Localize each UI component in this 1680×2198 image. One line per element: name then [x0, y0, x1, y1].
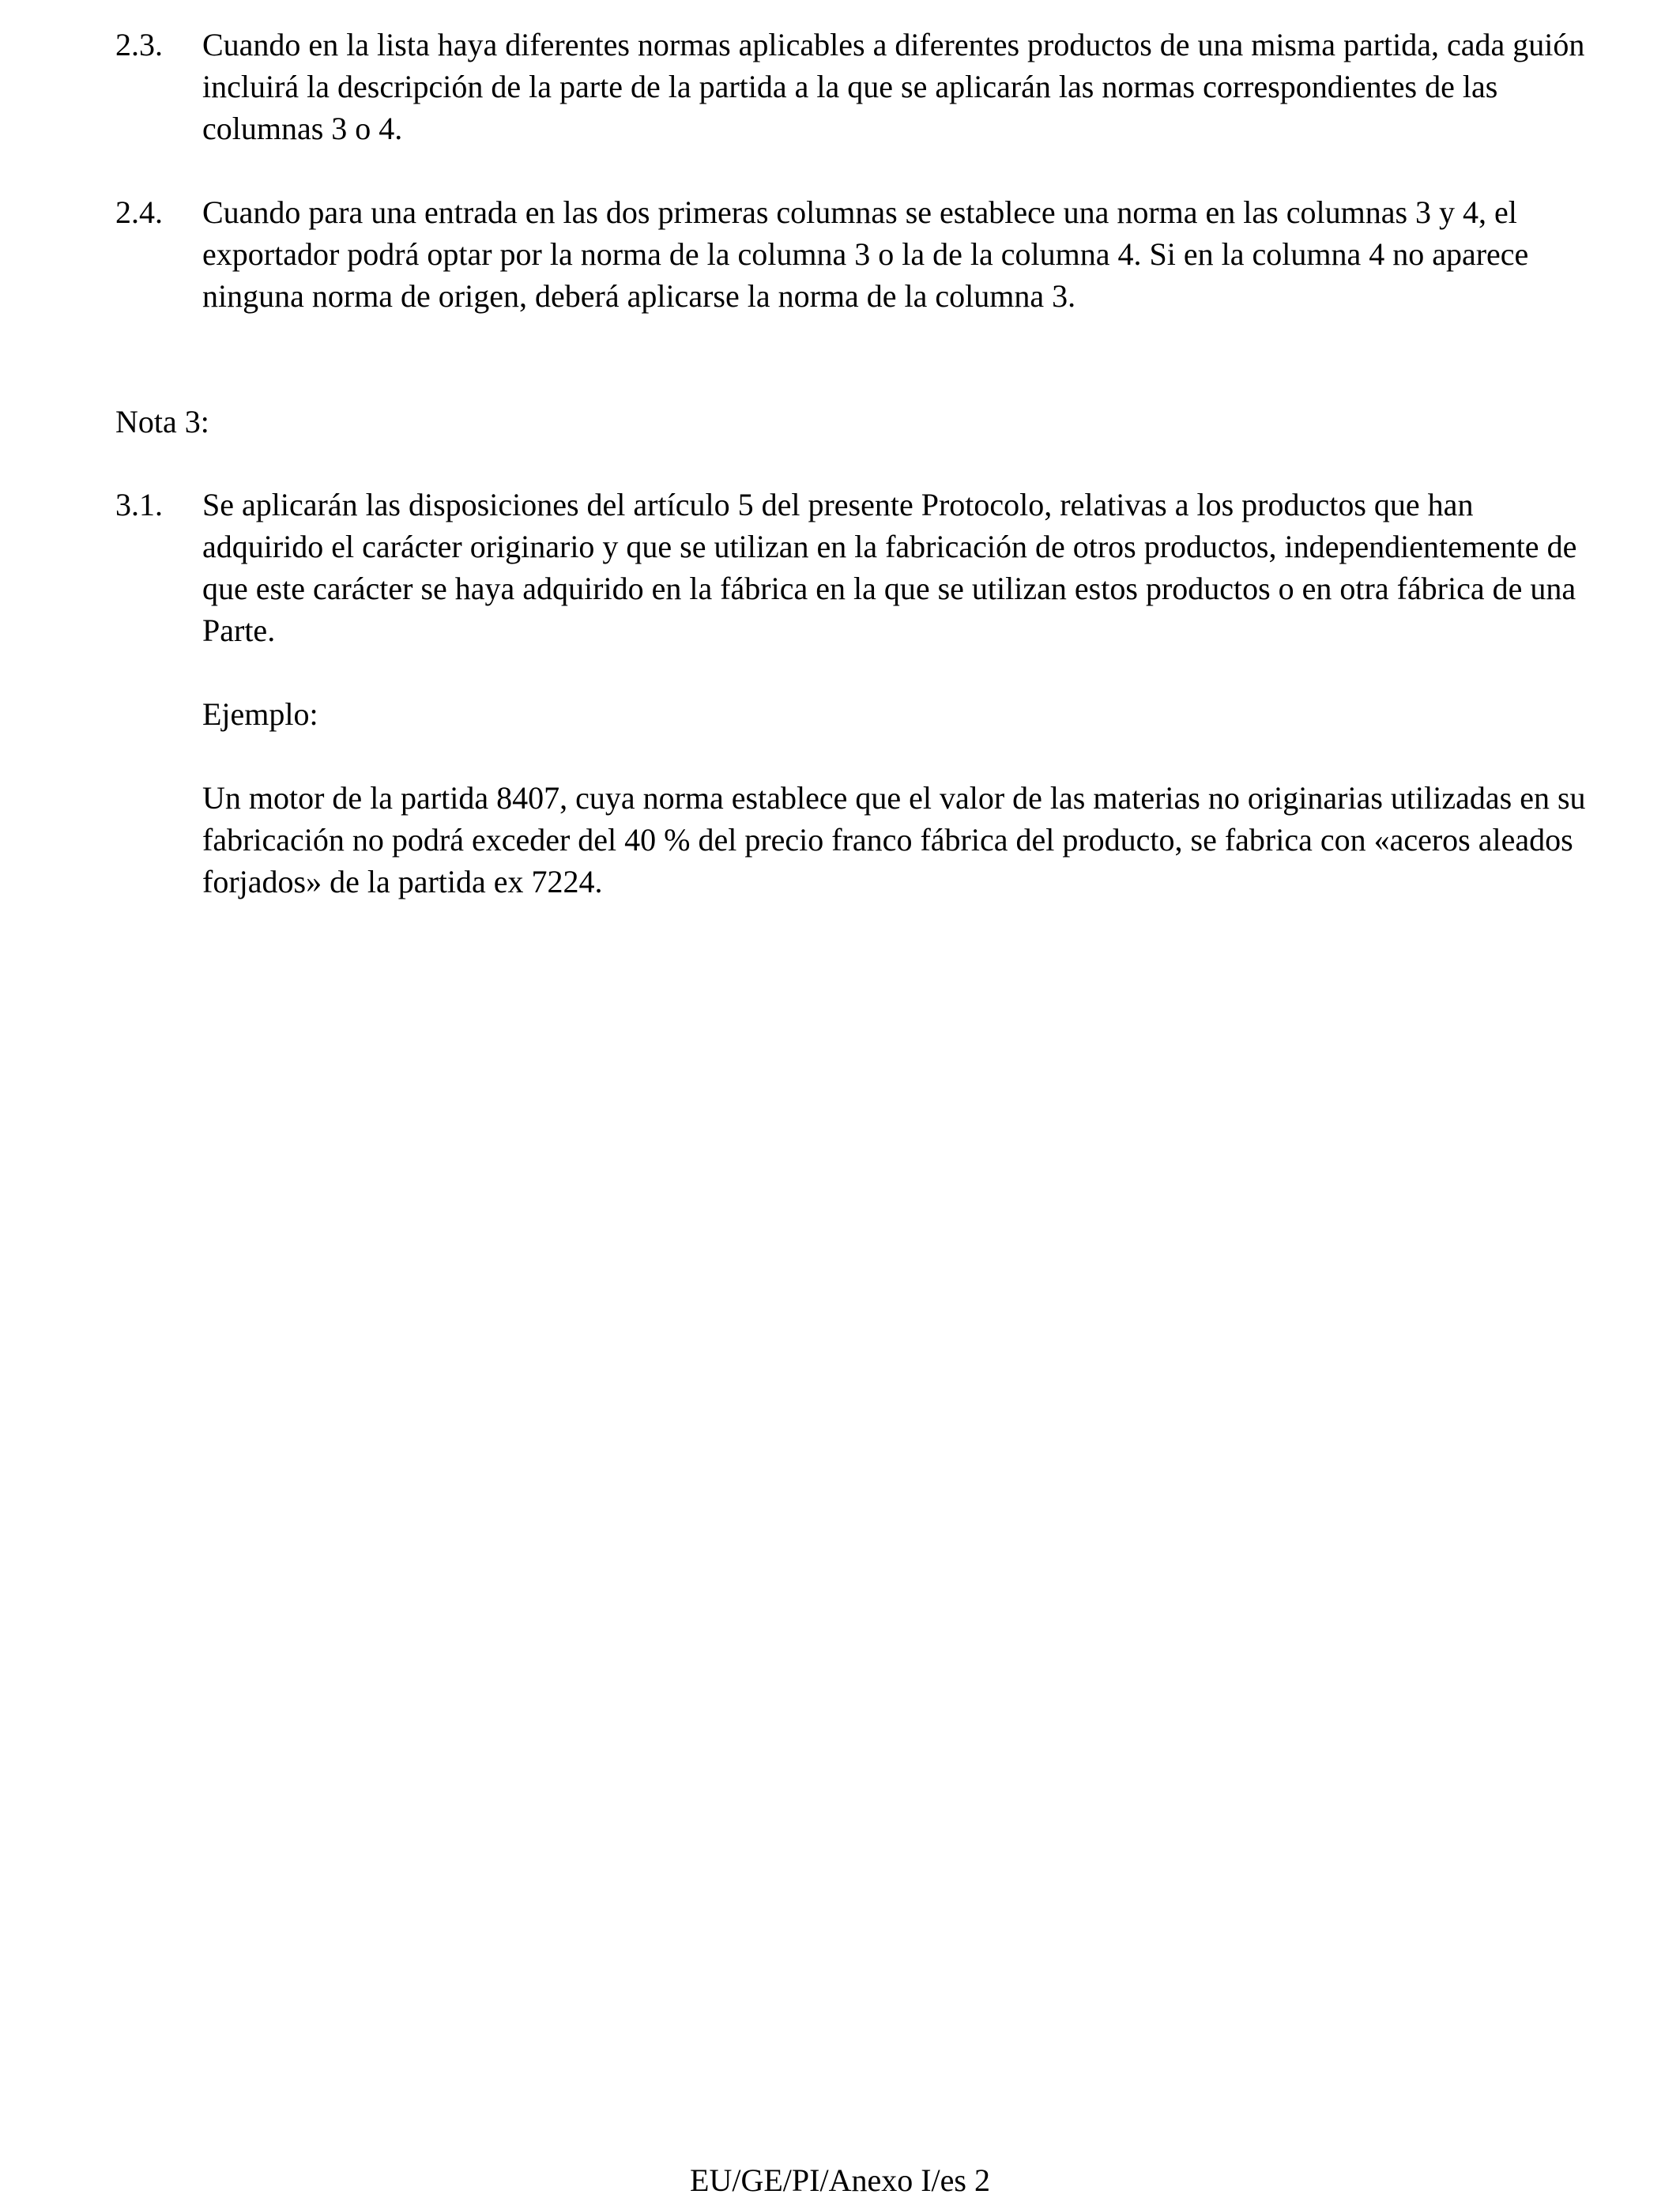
paragraph-text: Se aplicarán las disposiciones del artículo 5 del presente Protocolo, relativas a los productos que han adquirido el carácter originario y que se utilizan en la fabricación de otros productos, independientemente de que este carácter se haya adquirido en la fábrica en la que se utilizan estos productos o en otra fábrica de una Parte. — [202, 487, 1577, 648]
paragraph-number: 2.4. — [115, 194, 163, 230]
paragraph-number: 2.3. — [115, 27, 163, 62]
paragraph-number: 3.1. — [115, 487, 163, 522]
paragraph-text: Cuando para una entrada en las dos primeras columnas se establece una norma en las columnas 3 y 4, el exportador podrá optar por la norma de la columna 3 o la de la columna 4. Si en la columna 4 no aparece ninguna norma de origen, deberá aplicarse la norma de la columna 3. — [202, 194, 1529, 314]
example-heading: Ejemplo: — [202, 696, 318, 732]
example-text: Un motor de la partida 8407, cuya norma establece que el valor de las materias no originarias utilizadas en su fabricación no podrá exceder del 40 % del precio franco fábrica del producto, se fabrica con «aceros aleados forjados» de la partida ex 7224. — [202, 780, 1586, 899]
page-footer-reference: EU/GE/PI/Anexo I/es 2 — [690, 2162, 990, 2198]
note-3-heading: Nota 3: — [115, 404, 209, 439]
paragraph-3-1 — [115, 484, 1585, 651]
paragraph-2-4 — [115, 191, 1585, 317]
paragraph-text: Cuando en la lista haya diferentes normas aplicables a diferentes productos de una misma partida, cada guión incluirá la descripción de la parte de la partida a la que se aplicarán las normas correspondientes de las columnas 3 o 4. — [202, 27, 1585, 146]
paragraph-2-3 — [115, 24, 1585, 149]
